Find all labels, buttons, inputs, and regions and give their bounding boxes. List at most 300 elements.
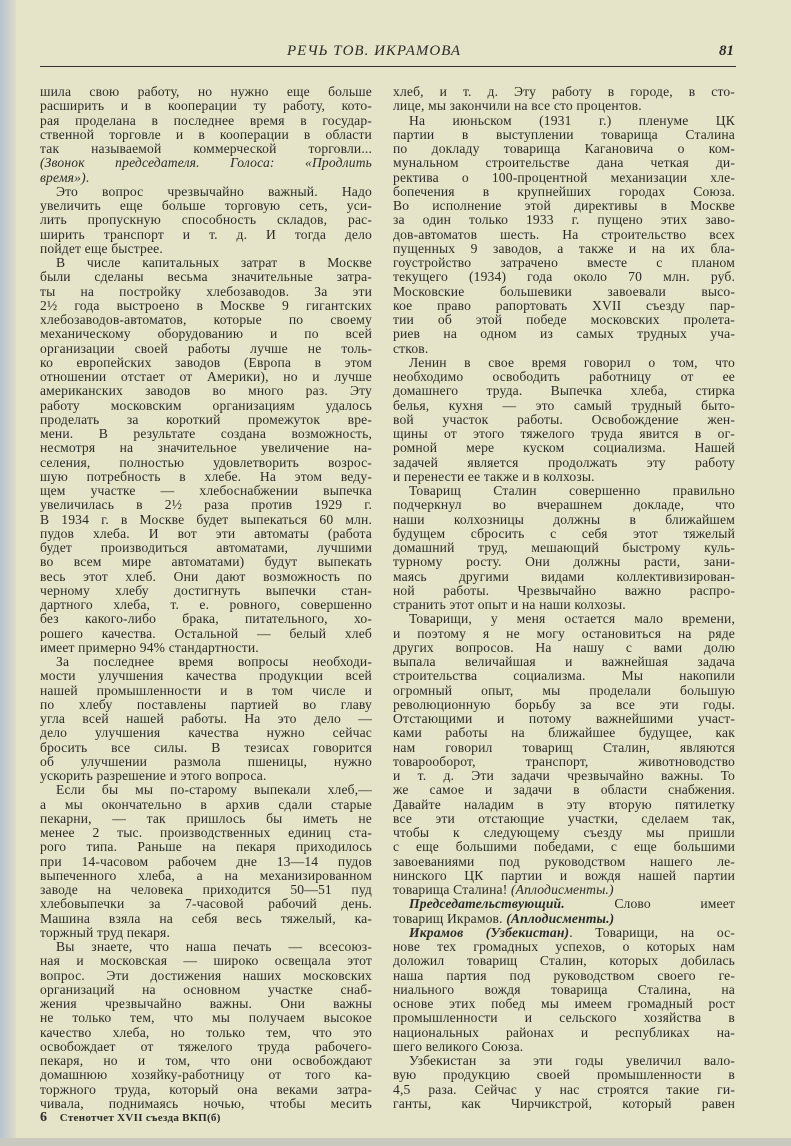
text-segment: заводе на человека приходится 50—51 пуд (40, 882, 372, 897)
text-segment: На июньском (1931 г.) пленуме ЦК (409, 112, 735, 128)
text-line (40, 128, 372, 142)
text-line (393, 313, 735, 327)
text-line (393, 741, 735, 755)
text-line (40, 313, 372, 327)
text-segment: во всем мире автоматами) будут выпекать (40, 554, 372, 570)
text-segment: рая проделана в последнее время в государ- (40, 112, 372, 128)
text-line (40, 1026, 372, 1040)
text-segment: с еще большими победами, с еще большими (393, 839, 735, 855)
text-segment: механическому оборудованию и по всей (40, 326, 372, 342)
text-segment: организаций на основном участке снаб- (40, 981, 372, 997)
text-line (393, 669, 735, 683)
text-line (393, 826, 735, 840)
text-line (40, 926, 372, 940)
running-title: РЕЧЬ ТОВ. ИКРАМОВА (287, 43, 461, 59)
text-line (40, 684, 372, 698)
text-line (393, 228, 735, 242)
text-segment: организации своей работы лучше не толь- (40, 340, 372, 356)
text-segment: все эти отстающие участки, сделаем так, (393, 810, 735, 826)
text-line (40, 1011, 372, 1025)
text-segment: домашнего труда. Выпечка хлеба, стирка (393, 383, 735, 399)
text-line (393, 598, 735, 612)
text-line (393, 399, 735, 413)
text-segment: отношении отстает от Америки), но и лучше (40, 369, 372, 384)
text-segment: В 1934 г. в Москве будет выпекаться 60 млн. (40, 511, 372, 527)
text-line (393, 1054, 735, 1068)
text-segment: ко европейских заводов (Европа в этом (40, 354, 372, 370)
text-segment: ками работы на ближайшее будущее, как (393, 725, 735, 741)
text-line (393, 869, 735, 883)
text-segment: об улучшении размола пшеницы, нужно (40, 753, 372, 769)
text-line (393, 498, 735, 512)
text-line (40, 712, 372, 726)
text-segment: партии в выступлении товарища Сталина (393, 126, 735, 142)
text-line (393, 114, 735, 128)
text-segment: хлебовыпечки за 7-часовой рабочий день. (40, 896, 372, 912)
text-segment: торжного труда, который она веками затра- (40, 1081, 372, 1097)
text-line (393, 356, 735, 370)
text-segment: торжный труд пекаря. (40, 924, 170, 940)
text-segment: Это вопрос чрезвычайно важный. Надо (56, 183, 372, 199)
text-line (393, 1011, 735, 1025)
text-line (40, 755, 372, 769)
text-line (40, 484, 372, 498)
text-line (393, 883, 735, 897)
text-segment: же самое и задачи в области снабжения. (393, 782, 735, 798)
text-segment: увеличилась в 2½ раза против 1929 г. (40, 497, 372, 513)
stage-direction: время») (40, 169, 86, 185)
text-line (40, 641, 372, 655)
text-segment: строительства социализма. Мы накопили (393, 668, 735, 684)
paragraph (393, 897, 735, 926)
speaker-name: Председательствующий. (409, 896, 565, 912)
text-segment: будущем сбросить с себя этот тяжелый (393, 525, 735, 541)
text-segment: ная и московская — широко освещала этот (40, 953, 372, 969)
text-line (40, 840, 372, 854)
text-segment: шего великого Союза. (393, 1038, 524, 1054)
paragraph (393, 114, 735, 356)
text-segment: бросить все силы. В тезисах говорится (40, 739, 372, 755)
speaker-name: Икрамов (Узбекистан) (409, 924, 570, 940)
text-line (40, 741, 372, 755)
scan-left-edge (0, 0, 16, 1146)
text-segment: а мы окончательно в архив сдали старые (40, 796, 372, 812)
text-line (40, 85, 372, 99)
text-segment: и т. д. Эти задачи чрезвычайно важны. То (393, 768, 735, 783)
text-segment: наша партия под руководством своего ге- (393, 967, 735, 983)
text-line (40, 1083, 372, 1097)
text-line (393, 470, 735, 484)
text-segment: хлебозаводов-автоматов, которые по своему (40, 312, 372, 327)
text-segment: огромный опыт, мы проделали большую (393, 682, 735, 698)
text-line (393, 641, 735, 655)
text-segment: товарищ Икрамов. (393, 910, 507, 926)
text-segment: пойдет еще быстрее. (40, 240, 163, 256)
text-line (40, 256, 372, 270)
text-line (40, 185, 372, 199)
text-segment: рого типа. Раньше на пекаря приходилось (40, 839, 372, 855)
text-segment: стков. (393, 340, 429, 356)
text-segment: наши колхозницы должны в ближайшем (393, 511, 735, 527)
text-line (393, 128, 735, 142)
text-segment: шую потребность в хлебе. На этом веду- (40, 468, 372, 484)
text-line (40, 1054, 372, 1068)
text-segment: белья, кухня — это самый трудный быто- (393, 397, 735, 413)
text-segment: менее 2 тыс. производственных единиц ста- (40, 825, 372, 840)
text-line (393, 926, 735, 940)
text-line (40, 199, 372, 213)
text-segment: весь этот хлеб. Они дают возможность по (40, 568, 372, 584)
text-line (393, 413, 735, 427)
text-line (40, 897, 372, 911)
text-segment: Машина взяла на себя весь тяжелый, ка- (40, 910, 372, 926)
text-line (393, 370, 735, 384)
text-segment: пущенных 9 заводов, а также и на их бла- (393, 240, 735, 256)
text-segment: по хлебу поставлены партией во главу (40, 696, 372, 712)
text-segment: необходимо освободить работницу от ее (393, 369, 735, 384)
text-segment: ниального вождя товарища Сталина, на (393, 981, 735, 997)
text-segment: Слово имеет (564, 896, 735, 912)
text-segment: ширить транспорт и т. д. И тогда дело (40, 226, 372, 242)
text-line (393, 156, 735, 170)
text-segment: будет производиться автоматами, лучшими (40, 540, 372, 555)
text-segment: нове тех громадных успехов, о которых нам (393, 939, 735, 954)
text-line (393, 85, 735, 99)
text-segment: шила свою работу, но нужно еще больше (40, 84, 372, 99)
text-segment: проделать за короткий промежуток вре- (40, 411, 372, 427)
text-line (393, 627, 735, 641)
text-segment: домашний труд, мешающий быстрому куль- (393, 540, 735, 555)
text-line (40, 1040, 372, 1054)
text-line (40, 399, 372, 413)
text-segment: задачей является продолжать эту работу (393, 454, 735, 470)
text-segment: пудов хлеба. И вот эти автоматы (работа (40, 525, 372, 541)
text-line (40, 940, 372, 954)
text-line (393, 584, 735, 598)
text-line (40, 997, 372, 1011)
text-line (40, 384, 372, 398)
text-line (40, 470, 372, 484)
text-segment: лице, мы закончили на все сто процентов. (393, 98, 642, 114)
text-line (393, 840, 735, 854)
text-segment: хлеб, и т. д. Эту работу в городе, в сто- (393, 84, 735, 99)
text-line (40, 598, 372, 612)
text-segment: доложил товарищ Сталин, которых добилась (393, 953, 735, 969)
text-line (393, 427, 735, 441)
text-line (393, 798, 735, 812)
paragraph (393, 484, 735, 612)
text-line (40, 527, 372, 541)
text-segment: селения, полностью удовлетворить возрос- (40, 454, 372, 470)
text-segment: дов-автоматов шесть. На строительство всех (393, 226, 735, 242)
text-segment: Товарищ Сталин совершенно правильно (409, 483, 735, 498)
text-segment: мунальном строительстве дана четкая ди- (393, 155, 735, 171)
text-line (393, 327, 735, 341)
text-line (40, 441, 372, 455)
text-segment: не только тем, что мы получаем высокое (40, 1010, 372, 1026)
text-line (393, 855, 735, 869)
text-segment: В числе капитальных затрат в Москве (56, 255, 372, 270)
text-segment: риев на одном из самых трудных уча- (393, 326, 735, 342)
paragraph (40, 783, 372, 940)
text-line (40, 242, 372, 256)
text-line (40, 156, 372, 170)
text-segment: ной работы. Чрезвычайно важно распро- (393, 582, 735, 598)
text-line (393, 456, 735, 470)
text-line (40, 869, 372, 883)
text-line (393, 384, 735, 398)
text-segment: пекарни, — так пришлось бы иметь не (40, 810, 372, 826)
page-header (40, 40, 736, 67)
text-line (393, 897, 735, 911)
text-line (393, 726, 735, 740)
text-segment: выпала величайшая и важнейшая задача (393, 654, 735, 669)
text-line (393, 142, 735, 156)
text-segment: мени. В результате создана возможность, (40, 426, 372, 441)
stage-direction: (Аплодисменты.) (510, 882, 614, 897)
text-segment: нинского ЦК партии и вождя нашей партии (393, 867, 735, 883)
text-segment: и перенести ее также и в колхозы. (393, 468, 595, 484)
text-segment: лить пропускную способность складов, рас- (40, 212, 372, 228)
text-segment: других вопросов. На нашу с вами долю (393, 639, 735, 655)
text-segment: Узбекистан за эти годы увеличил вало- (409, 1053, 735, 1068)
text-segment: Давайте наладим в эту вторую пятилетку (393, 796, 735, 812)
paragraph (393, 85, 735, 114)
text-segment: мости улучшения качества продукции всей (40, 668, 372, 684)
text-line (40, 627, 372, 641)
text-line (393, 213, 735, 227)
text-segment: За последнее время вопросы необходи- (56, 654, 372, 669)
text-line (393, 199, 735, 213)
text-segment: странить этот опыт и на наши колхозы. (393, 597, 626, 612)
text-line (393, 441, 735, 455)
text-segment: Отстающими и потому важнейшими участ- (393, 711, 735, 726)
text-line (40, 555, 372, 569)
text-line (40, 114, 372, 128)
text-line (40, 370, 372, 384)
text-line (40, 327, 372, 341)
text-line (393, 299, 735, 313)
text-segment: несмотря на значительное увеличение на- (40, 440, 372, 456)
text-line (40, 584, 372, 598)
text-line (40, 427, 372, 441)
text-line (40, 655, 372, 669)
text-line (393, 527, 735, 541)
text-segment: вой участок работы. Освобождение жен- (393, 411, 735, 427)
text-segment: качество хлеба, но только тем, что это (40, 1024, 372, 1040)
text-line (393, 484, 735, 498)
text-line (40, 285, 372, 299)
text-line (393, 513, 735, 527)
text-segment: кое право рапортовать XVII съезду пар- (393, 297, 735, 313)
text-line (40, 826, 372, 840)
text-line (393, 712, 735, 726)
text-segment: освобождает от тяжелого труда рабочего- (40, 1038, 372, 1054)
paragraph (393, 1054, 735, 1111)
text-line (40, 855, 372, 869)
text-line (40, 498, 372, 512)
text-line (393, 1068, 735, 1082)
signature-text: Стенотчет XVII съезда ВКП(б) (59, 1112, 221, 1124)
text-segment: так называемой коммерческой торговли... (40, 141, 372, 156)
text-segment: при 14-часовом рабочем дне 13—14 пудов (40, 853, 372, 869)
text-segment: ты на постройку хлебозаводов. За эти (40, 283, 372, 299)
text-line (40, 1068, 372, 1082)
text-segment: дартного хлеба, т. е. ровного, совершенно (40, 597, 372, 612)
text-segment: 4,5 раза. Сейчас у нас строятся такие ги- (393, 1081, 735, 1097)
text-line (393, 1083, 735, 1097)
text-line (40, 1097, 372, 1111)
signature-number: 6 (40, 1110, 47, 1125)
text-segment: и поэтому я не могу остановиться на ряде (393, 625, 735, 641)
text-segment: ректива о 100-процентной механизации хле- (393, 169, 735, 185)
text-line (40, 954, 372, 968)
paragraph (40, 655, 372, 783)
text-line (393, 1040, 735, 1054)
text-segment: щем участке — хлебоснабжении выпечка (40, 483, 372, 498)
text-line (393, 969, 735, 983)
text-segment: тии об этой победе московских пролета- (393, 312, 735, 327)
text-segment: Если бы мы по-старому выпекали хлеб,— (56, 782, 372, 798)
text-segment: турному росту. Они должны расти, зани- (393, 554, 735, 570)
text-segment: угла всей нашей работы. На это дело — (40, 711, 372, 726)
text-line (393, 1026, 735, 1040)
text-line (393, 812, 735, 826)
text-line (393, 755, 735, 769)
text-segment: ганты, как Чирчикстрой, который равен (393, 1095, 735, 1111)
text-line (40, 541, 372, 555)
text-segment: завоеваниями под руководством нашего ле- (393, 853, 735, 869)
text-segment: Товарищи, у меня остается мало времени, (409, 611, 735, 627)
stage-direction: (Звонок председателя. Голоса: «Продлить (40, 155, 372, 171)
text-line (393, 783, 735, 797)
text-segment: Вы знаете, что наша печать — всесоюз- (56, 939, 372, 954)
text-line (40, 726, 372, 740)
text-line (40, 356, 372, 370)
text-line (40, 983, 372, 997)
text-line (393, 1097, 735, 1111)
text-line (40, 570, 372, 584)
text-line (40, 812, 372, 826)
text-segment: Московские большевики завоевали высо- (393, 283, 735, 299)
text-segment: товарооборот, транспорт, животноводство (393, 753, 735, 769)
text-line (393, 270, 735, 284)
text-segment: увеличить еще больше торговую сеть, уси- (40, 198, 372, 213)
text-line (40, 413, 372, 427)
text-line (40, 669, 372, 683)
paragraph (393, 612, 735, 897)
text-line (40, 783, 372, 797)
text-segment: . (85, 169, 90, 185)
text-line (40, 798, 372, 812)
text-line (40, 99, 372, 113)
text-line (393, 99, 735, 113)
text-segment: черному хлебу достигнуть выпечки стан- (40, 582, 372, 598)
text-segment: гоустройство затрачено вместе с планом (393, 255, 735, 270)
text-line (40, 969, 372, 983)
text-segment: маясь другими видами коллективизирован- (393, 568, 735, 584)
text-segment: дело улучшения качества нужно сейчас (40, 725, 372, 741)
text-segment: работу московским организациям удалось (40, 397, 372, 413)
text-line (393, 655, 735, 669)
text-line (393, 570, 735, 584)
text-segment: чивала, поднимаясь ночью, чтобы месить (40, 1095, 372, 1111)
text-segment: . Товарищи, на ос- (569, 924, 735, 940)
text-segment: революционную борьбу за все эти годы. (393, 696, 735, 712)
text-line (393, 612, 735, 626)
text-line (393, 684, 735, 698)
text-line (393, 954, 735, 968)
text-line (40, 698, 372, 712)
text-segment: пекаря, но и том, что они освобождают (40, 1053, 372, 1068)
paragraph (40, 940, 372, 1111)
text-segment: чтобы к следующему съезду мы пришли (393, 825, 735, 840)
text-segment: выпеченного хлеба, а на механизированном (40, 867, 372, 883)
text-line (40, 513, 372, 527)
text-segment: бопечения в крупнейших городах Союза. (393, 183, 735, 199)
paragraph (40, 85, 372, 185)
text-line (40, 342, 372, 356)
text-segment: ромной мере куском социализма. Нашей (393, 440, 735, 456)
text-segment: вую продукцию своей промышленности в (393, 1067, 735, 1083)
text-segment: американских заводов во много раз. Эту (40, 383, 372, 399)
text-line (40, 213, 372, 227)
text-segment: ускорить разрешение и этого вопроса. (40, 768, 267, 783)
text-segment: 2½ года выстроено в Москве 9 гигантских (40, 297, 372, 313)
text-line (393, 242, 735, 256)
text-line (393, 912, 735, 926)
text-segment: нам говорил товарищ Сталин, являются (393, 739, 735, 755)
text-segment: рошего качества. Остальной — белый хлеб (40, 625, 372, 641)
text-line (40, 912, 372, 926)
text-line (393, 769, 735, 783)
text-line (393, 555, 735, 569)
text-line (40, 142, 372, 156)
right-column (393, 85, 735, 1111)
text-line (40, 270, 372, 284)
paragraph (40, 185, 372, 256)
text-segment: без какого-либо брака, питательного, хо- (40, 611, 372, 627)
text-line (393, 983, 735, 997)
text-segment: Ленин в свое время говорил о том, что (409, 354, 735, 370)
text-segment: промышленности и сельского хозяйства в (393, 1010, 735, 1026)
text-segment: были сделаны весьма значительные затра- (40, 269, 372, 285)
text-line (393, 342, 735, 356)
text-line (40, 612, 372, 626)
text-line (40, 456, 372, 470)
text-line (393, 171, 735, 185)
text-segment: за один только 1933 г. пущено этих заво- (393, 212, 735, 228)
text-line (40, 769, 372, 783)
text-segment: по докладу товарища Кагановича о ком- (393, 141, 735, 156)
text-line (40, 171, 372, 185)
text-line (393, 940, 735, 954)
left-column (40, 85, 372, 1111)
text-segment: домашнюю хозяйку-работницу от того ка- (40, 1067, 372, 1083)
text-segment: имеет примерно 94% стандартности. (40, 639, 259, 655)
paragraph (393, 356, 735, 484)
text-segment: щины от этого тяжелого труда явится в ог- (393, 426, 735, 441)
text-segment: текущего (1934) года около 70 млн. руб. (393, 269, 735, 285)
text-segment: расширить и в кооперации ту работу, кото- (40, 98, 372, 114)
text-segment: основе этих побед мы имеем громадный рост (393, 996, 735, 1011)
text-line (40, 228, 372, 242)
text-segment: Во исполнение этой директивы в Москве (393, 198, 735, 213)
text-segment: национальных районах и республиках на- (393, 1024, 735, 1040)
text-line (40, 883, 372, 897)
text-segment: вопрос. Эти достижения наших московских (40, 967, 372, 983)
text-segment: подчеркнул во вчерашнем докладе, что (393, 497, 735, 513)
